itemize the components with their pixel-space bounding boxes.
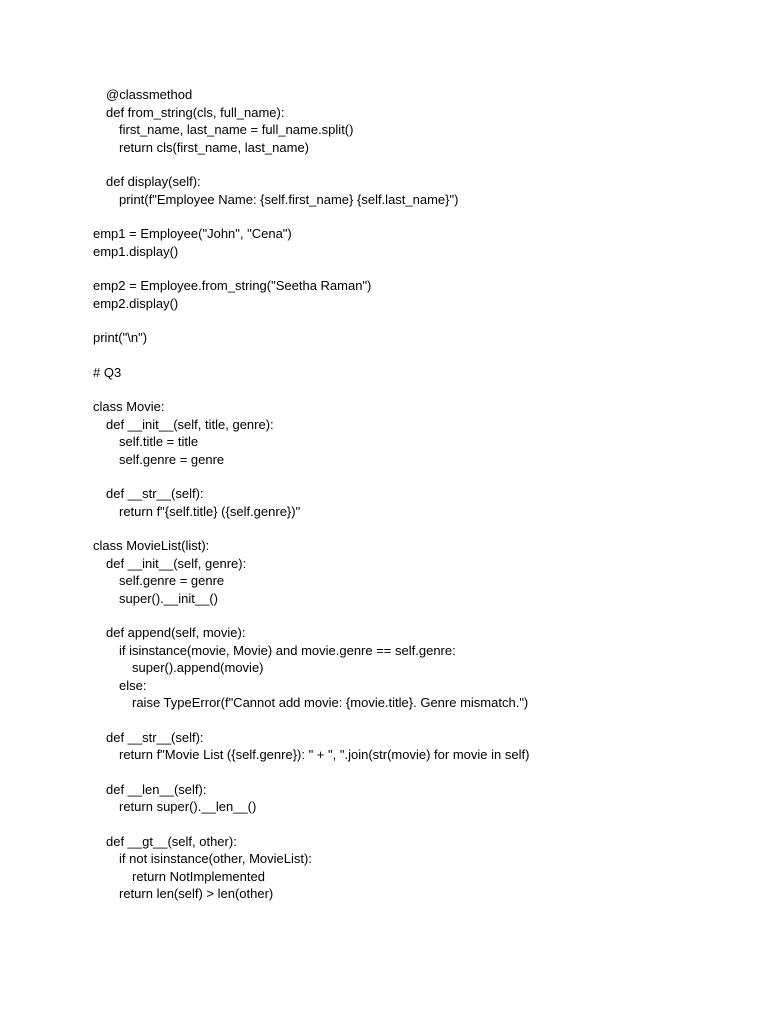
code-line: def append(self, movie): [106, 625, 246, 640]
code-line: if isinstance(movie, Movie) and movie.genre == self.genre: [119, 642, 456, 658]
code-line: return super().__len__() [119, 799, 257, 814]
code-line: emp2.display() [93, 295, 179, 311]
code-line: return f"Movie List ({self.genre}): " + ", ".join(str(movie) for movie in self) [119, 747, 530, 762]
code-line: def __init__(self, genre): [106, 555, 247, 571]
code-line: print(f"Employee Name: {self.first_name} {self.last_name}") [119, 191, 459, 207]
blank-line [93, 260, 753, 277]
code-line: self.genre = genre [119, 573, 225, 588]
code-line: @classmethod [106, 87, 193, 102]
code-line: def __init__(self, title, genre): [106, 416, 274, 432]
code-line: super().__init__() [119, 590, 218, 606]
code-line: emp2 = Employee.from_string("Seetha Raman") [93, 278, 372, 293]
code-line: self.genre = genre [119, 451, 225, 467]
code-line: class Movie: [93, 399, 165, 414]
blank-line [93, 712, 753, 729]
blank-line [93, 607, 753, 624]
blank-line [93, 347, 753, 364]
code-line: def display(self): [106, 174, 201, 189]
blank-line [93, 520, 753, 537]
code-line: raise TypeError(f"Cannot add movie: {movie.title}. Genre mismatch.") [132, 695, 529, 710]
code-line: if not isinstance(other, MovieList): [119, 851, 312, 866]
code-line: return len(self) > len(other) [119, 886, 274, 901]
code-line: def __gt__(self, other): [106, 833, 237, 849]
code-line: class MovieList(list): [93, 538, 210, 553]
code-listing [93, 86, 753, 903]
code-line: return cls(first_name, last_name) [119, 139, 310, 155]
code-line: def __len__(self): [106, 781, 207, 797]
code-line: def __str__(self): [106, 486, 204, 501]
blank-line [93, 381, 753, 398]
code-line: first_name, last_name = full_name.split() [119, 122, 354, 137]
code-line: super().append(movie) [132, 660, 264, 675]
code-line: print("\n") [93, 330, 148, 345]
code-line: self.title = title [119, 434, 199, 449]
code-line: def from_string(cls, full_name): [106, 104, 285, 120]
code-line: emp1 = Employee("John", "Cena") [93, 226, 292, 241]
code-line: return NotImplemented [132, 868, 265, 884]
code-line: def __str__(self): [106, 729, 204, 745]
blank-line [93, 312, 753, 329]
code-line: else: [119, 677, 147, 693]
code-comment: # Q3 [93, 364, 122, 380]
blank-line [93, 156, 753, 173]
blank-line [93, 764, 753, 781]
blank-line [93, 468, 753, 485]
code-line: return f"{self.title} ({self.genre})" [119, 503, 301, 519]
code-line: emp1.display() [93, 243, 179, 259]
blank-line [93, 816, 753, 833]
blank-line [93, 208, 753, 225]
